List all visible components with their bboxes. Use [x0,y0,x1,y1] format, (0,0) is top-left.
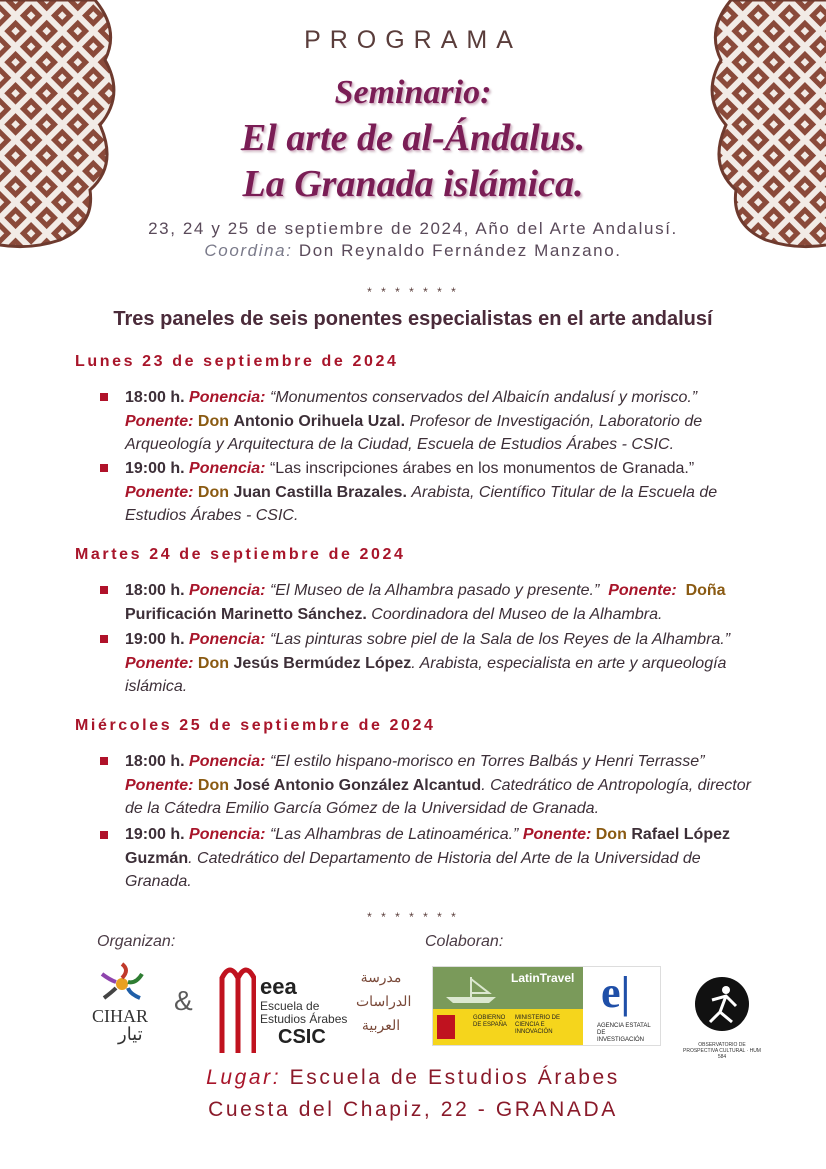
talk-item [125,750,765,821]
speaker-description: Profesor de Investigación, Laboratorio de Arqueología y Arquitectura de la Ciudad, Escuela de Estudios Árabes - CSIC. [125,412,703,453]
bullet-icon [100,757,108,765]
speaker-description: Arabista, Científico Titular de la Escuela de Estudios Árabes - CSIC. [125,483,718,524]
cihar-logo [92,960,152,1045]
ponente-label: Ponente: [125,483,194,501]
bullet-icon [100,393,108,401]
talk-time: 19:00 h. [125,826,185,843]
agencia-logo: e| AGENCIA ESTATAL DE INVESTIGACIÓN [597,968,651,1043]
ponente-label: Ponente: [125,654,194,672]
day-heading-tuesday: Martes 24 de septiembre de 2024 [75,546,406,563]
speaker-honorific: Don [197,654,230,672]
bullet-icon [100,831,108,839]
ponencia-label: Ponencia: [189,582,266,599]
speaker-description: . Catedrático del Departamento de Historia del Arte de la Universidad de Granada. [125,849,701,890]
gobierno-banner: GOBIERNO DE ESPAÑA MINISTERIO DE CIENCIA E INNOVACIÓN [433,1009,583,1045]
speaker-name: José Antonio González Alcantud [233,776,482,794]
ponencia-label: Ponencia: [189,826,266,843]
ampersand: & [174,985,193,1016]
programa-heading: PROGRAMA [304,26,522,54]
coordinator-name: Don Reynaldo Fernández Manzano. [298,241,622,260]
day-heading-monday: Lunes 23 de septiembre de 2024 [75,353,399,370]
talk-title: “Las pinturas sobre piel de la Sala de los Reyes de la Alhambra.” [269,631,731,648]
talk-item [125,457,765,528]
talk-item [125,386,765,457]
subtitle: Tres paneles de seis ponentes especialistas en el arte andalusí [113,308,713,330]
venue-address: Cuesta del Chapiz, 22 - GRANADA [208,1098,618,1121]
speaker-description: Coordinadora del Museo de la Alhambra. [371,605,663,623]
talk-item [125,823,765,894]
cihar-text: CIHAR [92,1006,149,1026]
speaker-description: . Catedrático de Antropología, director de la Cátedra Emilio García Gómez de la Universidad de Granada. [125,776,751,817]
speaker-name: Purificación Marinetto Sánchez. [125,605,367,623]
title-line-1: Seminario: [334,74,492,111]
talk-item [125,579,765,626]
ponencia-label: Ponencia: [189,753,266,770]
venue-line [0,1066,826,1090]
eea-csic-logo [218,958,348,1053]
title-line-3: La Granada islámica. [242,163,584,205]
coordinator-label: Coordina: [204,241,293,260]
seminar-dates: 23, 24 y 25 de septiembre de 2024, Año del Arte Andalusí. [148,219,678,238]
lugar-label: Lugar: [206,1066,282,1089]
speaker-name: Rafael López Guzmán [125,826,730,867]
separator-top: * * * * * * * [367,285,459,299]
ponencia-label: Ponencia: [189,460,266,477]
talk-time: 18:00 h. [125,753,185,770]
colaboran-label: Colaboran: [425,933,504,950]
coordinator [0,241,826,261]
bullet-icon [100,586,108,594]
separator-bottom: * * * * * * * [367,910,459,924]
speaker-honorific: Don [197,776,230,794]
ponente-label: Ponente: [125,776,194,794]
speaker-name: Jesús Bermúdez López [233,654,412,672]
title-line-2: El arte de al-Ándalus. [240,117,586,159]
bullet-icon [100,464,108,472]
ship-icon [441,975,501,1005]
speaker-honorific: Doña [685,582,726,599]
csic-text: CSIC [278,1026,326,1048]
agencia-symbol: e| [601,968,631,1017]
ponente-label: Ponente: [125,412,194,430]
speaker-name: Juan Castilla Brazales. [233,483,407,501]
venue-name: Escuela de Estudios Árabes [289,1066,620,1089]
talk-item [125,628,765,699]
eea-name: Escuela de Estudios Árabes [260,999,348,1026]
arabic-school-name: مدرسة الدراسات العربية [356,969,412,1033]
talk-title: “El Museo de la Alhambra pasado y presente.” [269,582,600,599]
ponencia-label: Ponencia: [189,389,266,406]
talk-time: 19:00 h. [125,631,185,648]
talk-title: “Las Alhambras de Latinoamérica.” [269,826,519,843]
latintravel-banner: LatinTravel [433,967,583,1009]
ponente-label: Ponente: [522,826,592,843]
talk-time: 18:00 h. [125,582,185,599]
observatorio-text: OBSERVATORIO DE PROSPECTIVA CULTURAL · HUM 584 [683,1042,761,1060]
eea-short: eea [260,974,297,999]
bullet-icon [100,635,108,643]
speaker-description: . Arabista, especialista en arte y arqueología islámica. [125,654,727,695]
gobierno-latintravel-logo [432,966,661,1046]
speaker-honorific: Don [197,412,230,430]
day-heading-wednesday: Miércoles 25 de septiembre de 2024 [75,717,436,734]
talk-title: “El estilo hispano-morisco en Torres Balbás y Henri Terrasse” [269,753,705,770]
ponencia-label: Ponencia: [189,631,266,648]
speaker-honorific: Don [595,826,627,843]
talk-title: “Las inscripciones árabes en los monumentos de Granada.” [269,460,695,477]
cihar-arabic: تيار [118,1024,143,1044]
observatorio-emblem-icon [682,964,762,1044]
organizan-label: Organizan: [97,933,176,950]
speaker-name: Antonio Orihuela Uzal. [233,412,406,430]
observatorio-logo [682,964,762,1060]
talk-time: 18:00 h. [125,389,185,406]
talk-time: 19:00 h. [125,460,185,477]
talk-title: “Monumentos conservados del Albaicín andalusí y morisco.” [269,389,698,406]
ponente-label: Ponente: [608,582,677,599]
arch-columns-icon [218,958,256,1053]
speaker-honorific: Don [197,483,230,501]
coat-of-arms-icon [437,1015,455,1039]
cihar-emblem-icon [92,960,152,1008]
